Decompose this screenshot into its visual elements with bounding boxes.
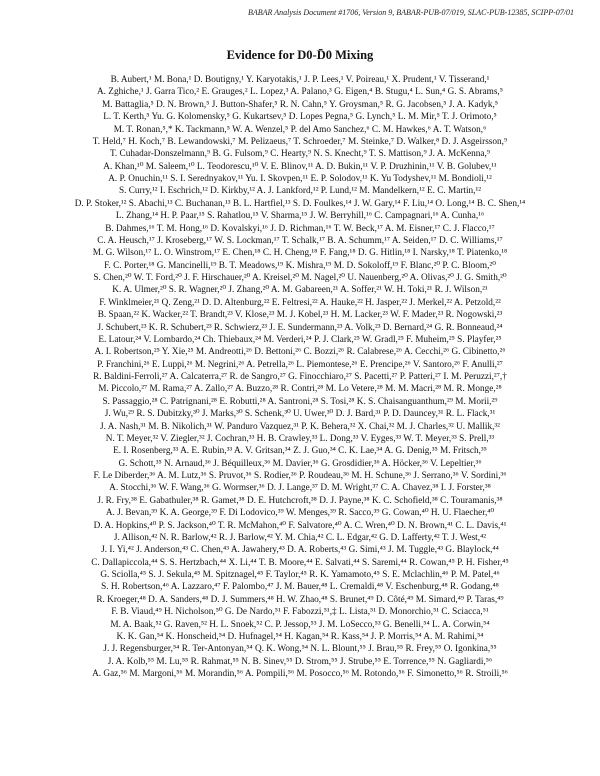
author-line: S. H. Robertson,⁴⁶ A. Lazzaro,⁴⁷ F. Palombo,⁴⁷ J. M. Bauer,⁴⁸ L. Cremaldi,⁴⁸ V. Eschenburg,⁴⁸ R. Godang,⁴⁸ bbox=[101, 582, 499, 593]
author-line: C. A. Heusch,¹⁷ J. Kroseberg,¹⁷ W. S. Lockman,¹⁷ T. Schalk,¹⁷ B. A. Schumm,¹⁷ A. Seiden,¹⁷ D. C. Williams,¹⁷ bbox=[97, 235, 503, 246]
author-line: F. B. Viaud,⁴⁹ H. Nicholson,⁵⁰ G. De Nardo,⁵¹ F. Fabozzi,⁵¹,‡ L. Lista,⁵¹ D. Monorchio,⁵¹ C. Sciacca,⁵¹ bbox=[111, 607, 489, 618]
author-line: L. Zhang,¹⁴ H. P. Paar,¹⁵ S. Rahatlou,¹⁵ V. Sharma,¹⁵ J. W. Berryhill,¹⁶ C. Campagnari,¹⁶ A. Cunha,¹⁶ bbox=[115, 211, 485, 222]
author-list bbox=[30, 74, 570, 680]
author-line: J. J. Regensburger,⁵⁴ R. Ter-Antonyan,⁵⁴ Q. K. Wong,⁵⁴ N. L. Blount,⁵⁵ J. Brau,⁵⁵ R. Frey,⁵⁵ O. Igonkina,⁵⁵ bbox=[103, 644, 497, 655]
author-line: K. K. Gan,⁵⁴ K. Honscheid,⁵⁴ D. Hufnagel,⁵⁴ H. Kagan,⁵⁴ R. Kass,⁵⁴ J. P. Morris,⁵⁴ A. M. Rahimi,⁵⁴ bbox=[116, 631, 484, 642]
author-line: J. A. Kolb,⁵⁵ M. Lu,⁵⁵ R. Rahmat,⁵⁵ N. B. Sinev,⁵⁵ D. Strom,⁵⁵ J. Strube,⁵⁵ E. Torrence,⁵⁵ N. Gagliardi,⁵⁶ bbox=[107, 656, 493, 667]
author-line: R. Kroeger,⁴⁸ D. A. Sanders,⁴⁸ D. J. Summers,⁴⁸ H. W. Zhao,⁴⁸ S. Brunet,⁴⁹ D. Côté,⁴⁹ M. Simard,⁴⁹ P. Taras,⁴⁹ bbox=[96, 594, 504, 605]
author-line: J. Allison,⁴² N. R. Barlow,⁴² R. J. Barlow,⁴² Y. M. Chia,⁴² C. L. Edgar,⁴² G. D. Lafferty,⁴² T. J. West,⁴² bbox=[113, 532, 487, 543]
author-line: S. Curry,¹² I. Eschrich,¹² D. Kirkby,¹² A. J. Lankford,¹² P. Lund,¹² M. Mandelkern,¹² E. C. Martin,¹² bbox=[118, 186, 482, 197]
author-line: K. A. Ulmer,²⁰ S. R. Wagner,²⁰ J. Zhang,²⁰ A. M. Gabareen,²¹ A. Soffer,²¹ W. H. Toki,²¹ R. J. Wilson,²¹ bbox=[112, 285, 488, 296]
author-line: M. G. Wilson,¹⁷ L. O. Winstrom,¹⁷ E. Chen,¹⁸ C. H. Cheng,¹⁸ F. Fang,¹⁸ D. G. Hitlin,¹⁸ I. Narsky,¹⁸ T. Piatenko,¹⁸ bbox=[92, 248, 508, 259]
author-line: F. Winklmeier,²¹ Q. Zeng,²¹ D. D. Altenburg,²² E. Feltresi,²² A. Hauke,²² H. Jasper,²² J. Merkel,²² A. Petzold,²² bbox=[99, 297, 501, 308]
author-line: D. A. Hopkins,⁴⁰ P. S. Jackson,⁴⁰ T. R. McMahon,⁴⁰ F. Salvatore,⁴⁰ A. C. Wren,⁴⁰ D. N. Brown,⁴¹ C. L. Davis,⁴¹ bbox=[93, 520, 507, 531]
author-line: B. Dahmes,¹⁶ T. M. Hong,¹⁶ D. Kovalskyi,¹⁶ J. D. Richman,¹⁶ T. W. Beck,¹⁷ A. M. Eisner,¹⁷ C. J. Flacco,¹⁷ bbox=[105, 223, 495, 234]
author-line: J. R. Fry,³⁸ E. Gabathuler,³⁸ R. Gamet,³⁸ D. E. Hutchcroft,³⁸ D. J. Payne,³⁸ K. C. Schofield,³⁸ C. Touramanis,³⁸ bbox=[97, 495, 503, 506]
author-line: E. I. Rosenberg,³³ A. E. Rubin,³³ A. V. Gritsan,³⁴ Z. J. Guo,³⁴ C. K. Lae,³⁴ A. G. Denig,³⁵ M. Fritsch,³⁵ bbox=[113, 446, 487, 457]
author-line: F. C. Porter,¹⁸ G. Mancinelli,¹⁹ B. T. Meadows,¹⁹ K. Mishra,¹⁹ M. D. Sokoloff,¹⁹ F. Blanc,²⁰ P. C. Bloom,²⁰ bbox=[104, 260, 496, 271]
author-line: M. Piccolo,²⁷ M. Rama,²⁷ A. Zallo,²⁷ A. Buzzo,²⁸ R. Contri,²⁸ M. Lo Vetere,²⁸ M. M. Macri,²⁸ M. R. Monge,²⁸ bbox=[98, 384, 502, 395]
author-line: A. Stocchi,³⁶ W. F. Wang,³⁶ G. Wormser,³⁶ D. J. Lange,³⁷ D. M. Wright,³⁷ C. A. Chavez,³⁸ I. J. Forster,³⁸ bbox=[109, 483, 491, 494]
author-line: S. Passaggio,²⁸ C. Patrignani,²⁸ E. Robutti,²⁸ A. Santroni,²⁸ S. Tosi,²⁸ K. S. Chaisanguanthum,²⁹ M. Morii,²⁹ bbox=[102, 396, 498, 407]
author-line: T. Cuhadar-Donszelmann,⁹ B. G. Fulsom,⁹ C. Hearty,⁹ N. S. Knecht,⁹ T. S. Mattison,⁹ J. A. McKenna,⁹ bbox=[109, 149, 491, 160]
author-line: C. Dallapiccola,⁴⁴ S. S. Hertzbach,⁴⁴ X. Li,⁴⁴ T. B. Moore,⁴⁴ E. Salvati,⁴⁴ S. Saremi,⁴⁴ R. Cowan,⁴⁵ P. H. Fisher,⁴⁵ bbox=[91, 557, 509, 568]
author-line: E. Latour,²⁴ V. Lombardo,²⁴ Ch. Thiebaux,²⁴ M. Verderi,²⁴ P. J. Clark,²⁵ W. Gradl,²⁵ F. Muheim,²⁵ S. Playfer,²⁵ bbox=[98, 334, 502, 345]
author-line: J. Wu,²⁹ R. S. Dubitzky,³⁰ J. Marks,³⁰ S. Schenk,³⁰ U. Uwer,³⁰ D. J. Bard,³¹ P. D. Dauncey,³¹ R. L. Flack,³¹ bbox=[104, 409, 496, 420]
author-line: R. Baldini-Ferroli,²⁷ A. Calcaterra,²⁷ R. de Sangro,²⁷ G. Finocchiaro,²⁷ S. Pacetti,²⁷ P. Patteri,²⁷ I. M. Peruzzi,²⁷,† bbox=[93, 372, 507, 382]
document-header: BABAR Analysis Document #1706, Version 9, BABAR-PUB-07/019, SLAC-PUB-12385, SCIPP-07/01 bbox=[247, 8, 574, 17]
author-line: P. Franchini,²⁶ E. Luppi,²⁶ M. Negrini,²⁶ A. Petrella,²⁶ L. Piemontese,²⁶ E. Prencipe,²⁶ V. Santoro,²⁶ F. Anulli,²⁷ bbox=[97, 359, 503, 370]
author-line: G. Sciolla,⁴⁵ S. J. Sekula,⁴⁵ M. Spitznagel,⁴⁵ F. Taylor,⁴⁵ R. K. Yamamoto,⁴⁵ S. E. Mclachlin,⁴⁶ P. M. Patel,⁴⁶ bbox=[100, 570, 500, 580]
paper-title: Evidence for D0-D̄0 Mixing bbox=[226, 48, 374, 62]
author-line: A. P. Onuchin,¹¹ S. I. Serednyakov,¹¹ Yu. I. Skovpen,¹¹ E. P. Solodov,¹¹ K. Yu Todyshev,¹¹ M. Bondioli,¹² bbox=[108, 174, 492, 184]
author-line: G. Schott,³⁵ N. Arnaud,³⁶ J. Béquilleux,³⁶ M. Davier,³⁶ G. Grosdidier,³⁶ A. Höcker,³⁶ V. Lepeltier,³⁶ bbox=[118, 458, 482, 469]
author-line: M. A. Baak,⁵² G. Raven,⁵² H. L. Snoek,⁵² C. P. Jessop,⁵³ J. M. LoSecco,⁵³ G. Benelli,⁵⁴ L. A. Corwin,⁵⁴ bbox=[110, 619, 490, 630]
author-line: J. A. Nash,³¹ M. B. Nikolich,³¹ W. Panduro Vazquez,³¹ P. K. Behera,³² X. Chai,³² M. J. Charles,³² U. Mallik,³² bbox=[100, 421, 500, 432]
author-line: L. T. Kerth,⁵ Yu. G. Kolomensky,⁵ G. Kukartsev,⁵ D. Lopes Pegna,⁵ G. Lynch,⁵ L. M. Mir,⁵ T. J. Orimoto,⁵ bbox=[103, 112, 497, 123]
author-line: A. I. Robertson,²⁵ Y. Xie,²⁵ M. Andreotti,²⁶ D. Bettoni,²⁶ C. Bozzi,²⁶ R. Calabrese,²⁶ A. Cecchi,²⁶ G. Cibinetto,²⁶ bbox=[94, 347, 506, 358]
author-line: D. P. Stoker,¹² S. Abachi,¹³ C. Buchanan,¹³ B. L. Hartfiel,¹³ S. D. Foulkes,¹⁴ J. W. Gary,¹⁴ F. Liu,¹⁴ O. Long,¹⁴ B. C. Shen,¹⁴ bbox=[74, 198, 526, 209]
author-line: B. Aubert,¹ M. Bona,¹ D. Boutigny,¹ Y. Karyotakis,¹ J. P. Lees,¹ V. Poireau,¹ X. Prudent,¹ V. Tisserand,¹ bbox=[110, 75, 490, 85]
author-line: J. I. Yi,⁴² J. Anderson,⁴³ C. Chen,⁴³ A. Jawahery,⁴³ D. A. Roberts,⁴³ G. Simi,⁴³ J. M. Tuggle,⁴³ G. Blaylock,⁴⁴ bbox=[101, 545, 499, 556]
author-line: F. Le Diberder,³⁶ A. M. Lutz,³⁶ S. Pruvot,³⁶ S. Rodier,³⁶ P. Roudeau,³⁶ M. H. Schune,³⁶ J. Serrano,³⁶ V. Sordini,³⁶ bbox=[93, 471, 507, 481]
author-line: M. T. Ronan,⁵,* K. Tackmann,⁵ W. A. Wenzel,⁵ P. del Amo Sanchez,⁶ C. M. Hawkes,⁶ A. T. Watson,⁶ bbox=[113, 124, 487, 135]
author-line: N. T. Meyer,³² V. Ziegler,³² J. Cochran,³³ H. B. Crawley,³³ L. Dong,³³ V. Eyges,³³ W. T. Meyer,³³ S. Prell,³³ bbox=[105, 433, 495, 444]
author-line: A. J. Bevan,³⁹ K. A. George,³⁹ F. Di Lodovico,³⁹ W. Menges,³⁹ R. Sacco,³⁹ G. Cowan,⁴⁰ H. U. Flaecher,⁴⁰ bbox=[105, 508, 495, 519]
author-line: M. Battaglia,⁵ D. N. Brown,⁵ J. Button-Shafer,⁵ R. N. Cahn,⁵ Y. Groysman,⁵ R. G. Jacobsen,⁵ J. A. Kadyk,⁵ bbox=[101, 99, 499, 110]
author-line: A. Zghiche,¹ J. Garra Tico,² E. Grauges,² L. Lopez,³ A. Palano,³ G. Eigen,⁴ B. Stugu,⁴ L. Sun,⁴ G. S. Abrams,⁵ bbox=[97, 87, 503, 98]
author-line: T. Held,⁷ H. Koch,⁷ B. Lewandowski,⁷ M. Pelizaeus,⁷ T. Schroeder,⁷ M. Steinke,⁷ D. Walker,⁸ D. J. Asgeirsson,⁹ bbox=[92, 136, 508, 147]
author-line: A. Gaz,⁵⁶ M. Margoni,⁵⁶ M. Morandin,⁵⁶ A. Pompili,⁵⁶ M. Posocco,⁵⁶ M. Rotondo,⁵⁶ F. Simonetto,⁵⁶ R. Stroili,⁵⁶ bbox=[92, 669, 508, 679]
author-line: A. Khan,¹⁰ M. Saleem,¹⁰ L. Teodorescu,¹⁰ V. E. Blinov,¹¹ A. D. Bukin,¹¹ V. P. Druzhinin,¹¹ V. B. Golubev,¹¹ bbox=[103, 161, 497, 172]
author-line: J. Schubert,²³ K. R. Schubert,²³ R. Schwierz,²³ J. E. Sundermann,²³ A. Volk,²³ D. Bernard,²⁴ G. R. Bonneaud,²⁴ bbox=[97, 322, 503, 333]
author-line: B. Spaan,²² K. Wacker,²² T. Brandt,²³ V. Klose,²³ M. J. Kobel,²³ H. M. Lacker,²³ W. F. Mader,²³ R. Nogowski,²³ bbox=[97, 310, 503, 321]
author-line: S. Chen,²⁰ W. T. Ford,²⁰ J. F. Hirschauer,²⁰ A. Kreisel,²⁰ M. Nagel,²⁰ U. Nauenberg,²⁰ A. Olivas,²⁰ J. G. Smith,²⁰ bbox=[93, 273, 507, 283]
